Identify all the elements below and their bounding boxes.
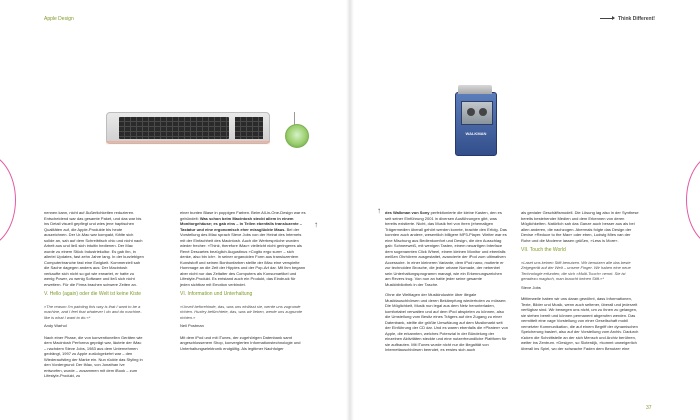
- paragraph-text: Bei der Vorstellung des iMac sprach Steve Jobs von der Heirat des Internets mit der Einfachheit des Macintosh. Auch die Werbesprüche wurden wieder frecher: »Think, therefore iMac« vielleicht nicht geringeres als René Descartes bezüglich Augustinus »Cogito ergo sum« – sich denke, also bin ich«. In seiner organoiden Form aus transluzentem Kunststoff und seinen Bonbonfarben stellte der iMac eine verspielte Hommage an die Zeit der Hippies und der Pop-Art dar. Mit ihm begann aber nicht nur das Zeitalter des Computers als Konsumartikel und Lifestyle-Produkt. Es entstand auch ein Produkt, das Eindruck für jeden sichtbar mit Emotion verbindet.: [180, 226, 306, 287]
- paragraph: Mittlerweile haben wir uns daran gewöhnt, dass Informationen, Texte, Bilder und Musik, wenn auch seltener, überall und jederzeit verfügbar sind. Wir bewegen uns nicht, um zu ihnen zu gelangen, sie stehen bereit und können permanent abgerufen werden. Das vermittelt eine vage Vorstellung von einer Gesellschaft mobil vernetzter Kommunikation, die auf einem Begriff der dynamischen Speicherung basiert, also auf der Vorstellung vom Archiv. Dadurch rücken die Schnittstelle an der sich Mensch und Archiv berühren, weiter ins Zentrum. »Design«, so Sloterdijk, »kommt unweigerlich überall ins Spiel, wo der schwache Faden dem Benutzer eine: [521, 296, 639, 351]
- running-header-left: Apple Design: [44, 16, 74, 22]
- quote-attribution: Steve Jobs: [521, 284, 541, 290]
- walkman-image: [455, 92, 497, 156]
- text-column-3: [385, 210, 508, 358]
- quote-attribution: Andy Warhol: [44, 323, 67, 328]
- text-column-4: [521, 210, 641, 356]
- paragraph: nennen kann, nicht auf Äußerlichkeiten reduzieren. Entscheidend war das gesamte Paket, und das war bis ins Detail visuell gepflegt und wies jene haptischen Qualitäten auf, die Apple-Produkte bis heute auszeichnen. Der Ur-Mac war kompakt, fühlte sich solide an, sah auf dem Schreibtisch chic und nicht nach Arbeit aus und ließ sich intuitiv bedienen. Der Mac wurde zu einem Stück Industriekultur. Es gab ihn, in allerlei Updates, fast zehn Jahre lang. In der kurzlebigen Computerbranche fast eine Ewigkeit. Kommerziell sah die Sache dagegen anders aus: Der Macintosh verkaufte sich nicht so gut wie erwartet, er hatte zu wenig Power, zu wenig Software und ließ sich nicht erweitern. Für die Firma brachen schwere Zeiten an.: [44, 210, 144, 287]
- section-heading: V. Hello (again) oder die Welt ist keine Kiste: [44, 291, 141, 297]
- keyboard-reflection: [106, 141, 270, 145]
- pull-quote: »Unveil beforehinde, das, was uns einlässt sie, werde uns zugrunde richten. Huxley befürchtete, das, was wir lieben, werde uns zugrunde richten.«: [180, 303, 303, 320]
- keyboard-image: [106, 112, 270, 144]
- section-heading: VI. Information und Unterhaltung: [180, 291, 253, 297]
- up-arrow-icon: ↑: [314, 220, 318, 229]
- up-arrow-icon: ↑: [377, 206, 381, 215]
- text-column-1: [44, 210, 144, 384]
- paragraph-text: einer bunten Blase in poppigen Farben. Beim All-in-One-Design war es gebündelt:: [180, 210, 306, 221]
- keyboard-numpad: [235, 117, 263, 139]
- quote-attribution: Neil Postman: [180, 323, 204, 328]
- paragraph: [180, 210, 306, 287]
- section-heading: VII. Touch the World: [521, 247, 566, 253]
- paragraph: Mit dem iPod und mit iTunes, der zugehörigen Datenbank samt angeschlossenem Shop, konvergierten Informationstechnologie und Unterhaltungselektronik endgültig. Als legitimer Nachfolger: [180, 334, 301, 351]
- walkman-cassette-window: [461, 101, 493, 125]
- pull-quote: »Laset uns keinen Stift benutzen. Wir benutzen alle das beste Zeigegerät auf der Welt – unsere Finger. Wir haben eine neue Technologie erfunden, die sich »Multi-Touch« nennt. Sie ist geradezu magisch, man braucht keinen Stift.«*: [521, 259, 631, 281]
- walkman-top-buttons: [458, 85, 492, 94]
- walkman-brand-label: WALKMAN: [465, 131, 487, 136]
- arrow-right-icon: [600, 18, 614, 19]
- paragraph: als genialer Geschäftsmodell. Die Lösung lag also in der Synthese bereits bestehender Medien und dem Erkennen von deren Möglichkeiten. Natürlich sah das Ganze auch besser aus als bei allen anderen, die nachzogen. Abermals folgte das Design der Devise »Reduce to the Max« oder eben, Ludwig Mies van der Rohe und die Moderne lassen grüßen, »Less is More«.: [521, 210, 639, 243]
- imac-puck-mouse-image: [285, 124, 309, 148]
- walkman-reel-left: [467, 108, 475, 116]
- keyboard-main-keys: [119, 117, 229, 139]
- paragraph: Ohne die Weltlagen der Musikindustrie über illegale Musiktauschbörsen und deren Bekämpfung wiederholen zu müssen: Die Möglichkeit, Musik nun legal aus dem Netz herunterladen, komfortabel verwalten und auf dem iPod abspielen zu können, also die Umstellung vom Besitz eines Trägers auf den Zugang zu einer Datenbank, stellte die größte Umwälzung auf dem Musikmarkt seit der Einführung der CD dar. Und es waren ebenfalls die »Piraten« von Apple, die erkannten, welches Potenzial in der Bündelung der einzelnen Aktivitäten steckte und eine nutzerfreundliche Plattform für sie aufbauten. Mit iTunes wurde nicht nur die illegalität von Internettauschbörsen beendet, es erwies sich auch: [385, 292, 508, 352]
- text-column-2: [180, 210, 306, 356]
- paragraph-text: perfektionierte die kleine Kasten, den es seit seiner Einführung 2001 in diversen Ausführungen gibt, was bereits existierte. Nicht, das Musik frei von ihren (ehemaligen Trägermedien überall gehört werden konnte, brachte den Erfolg. Das konnten auch andere, wesentlich billigere MP3-Player. Weiter war es eine Mischung aus Bedienkomfort und Design, die den Ausschlag gab: Schneeweiß, mit wenigen Tasten, einem neuartigen Interface dem sogenannten Click Wheel, einem kleinen Monitor und ebenfalls weißen Ohrhörern ausgestattet, avancierte der iPod zum ultimativen Accessoire. In einer kleineren Variante, dem iPod nano, mutierte er zur technoiden Brosche, die jeder urbane Nomade, der nebenbei sein Unterhaltungsprogramm managt, wie ein Erkennungszeichen am Revers trug. Von nun an hatte jeder seine gesamte Musikbibliothek in der Tasche.: [385, 210, 507, 287]
- pull-quote: »The reason I'm painting this way is that I want to be a machine, and I feel that whatever I do and do machine-like is what I want to do.«*: [44, 303, 142, 320]
- book-gutter: [346, 0, 354, 420]
- walkman-reel-right: [479, 108, 487, 116]
- emphasis-text: Was schon beim Macintosh steckt allem in einem Monitorgehäuse; es gab eins – in Teilen ebenfalls transluzente – Tastatur und eine ergonomisch eher missglückte Maus.: [180, 215, 302, 232]
- emphasis-text: des Walkman von Sony: [385, 210, 430, 215]
- paragraph: [385, 210, 508, 287]
- paragraph: Nach einer Phase, die von konventionellen Geräten wie dem Macintosh Performa geprägt war, läutete der iMac – nachdem Steve Jobs, 1983 aus dem Unternehmen gedrängt, 1997 zu Apple zurückgekehrt war – den Wiederaufstieg der Marke ein. Nun rückte das Styling in den Vordergrund: Der iMac, von Jonathan Ive entworfen, wurde – zusammen mit dem iBook – zum Lifestyle-Produkt, zu: [44, 334, 143, 378]
- running-header-right: Think Different!: [618, 16, 655, 22]
- page-number: 37: [646, 405, 652, 411]
